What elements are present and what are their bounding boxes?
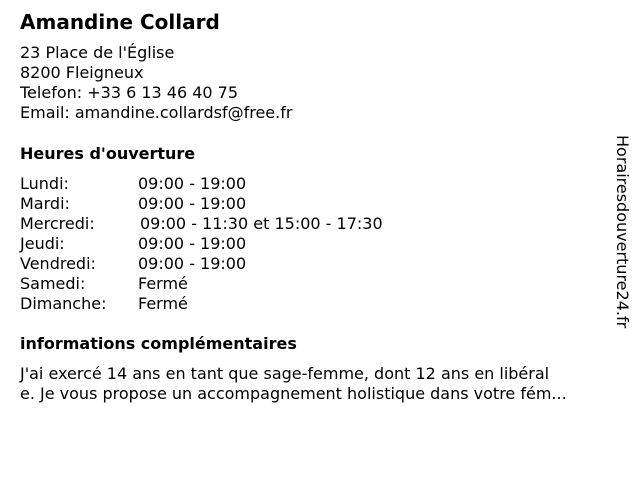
additional-info-text — [20, 364, 620, 404]
info-line: J'ai exercé 14 ans en tant que sage-femme, dont 12 ans en libéral — [20, 364, 550, 383]
street-address: 23 Place de l'Église — [20, 43, 175, 62]
business-name: Amandine Collard — [20, 10, 220, 34]
time-value: 09:00 - 19:00 — [138, 194, 247, 213]
email-address: Email: amandine.collardsf@free.fr — [20, 103, 293, 122]
additional-info-heading: informations complémentaires — [20, 334, 297, 353]
city-postal: 8200 Fleigneux — [20, 63, 144, 82]
day-label: Dimanche: — [20, 294, 107, 313]
info-line: e. Je vous propose un accompagnement holistique dans votre fém... — [20, 384, 567, 403]
time-value: Fermé — [138, 274, 188, 293]
time-value: Fermé — [138, 294, 188, 313]
opening-hours-heading: Heures d'ouverture — [20, 144, 196, 163]
day-label: Vendredi: — [20, 254, 96, 273]
site-watermark: Horairesdouverture24.fr — [613, 135, 632, 329]
time-value: 09:00 - 19:00 — [138, 234, 247, 253]
day-label: Lundi: — [20, 174, 69, 193]
day-label: Mardi: — [20, 194, 70, 213]
time-value: 09:00 - 11:30 et 15:00 - 17:30 — [140, 214, 383, 233]
time-value: 09:00 - 19:00 — [138, 174, 247, 193]
day-label: Samedi: — [20, 274, 86, 293]
phone-number: Telefon: +33 6 13 46 40 75 — [20, 83, 239, 102]
day-label: Mercredi: — [20, 214, 95, 233]
day-label: Jeudi: — [20, 234, 65, 253]
time-value: 09:00 - 19:00 — [138, 254, 247, 273]
contact-block — [20, 43, 292, 123]
